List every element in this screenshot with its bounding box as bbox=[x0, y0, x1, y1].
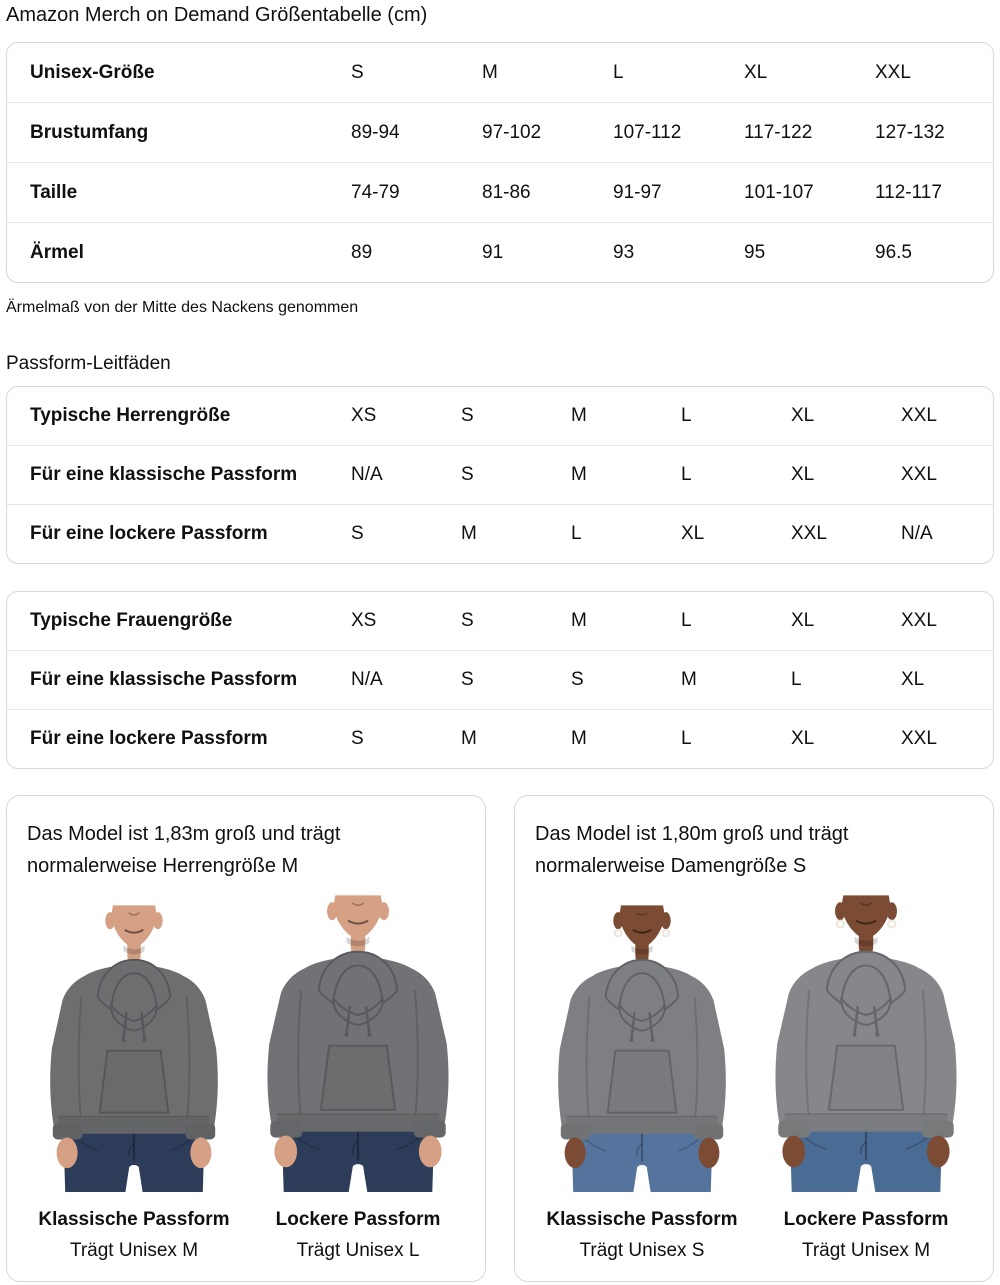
fit-caption-size: Trägt Unisex M bbox=[69, 1240, 199, 1261]
table-row bbox=[7, 103, 993, 163]
loose-fit-photo-block bbox=[759, 890, 973, 1263]
size-cell: L bbox=[613, 61, 624, 83]
model-hoodie bbox=[775, 952, 956, 1138]
table-row bbox=[7, 710, 993, 769]
classic-fit-photo-block bbox=[535, 890, 749, 1263]
model-hoodie bbox=[267, 952, 448, 1138]
row-label: Unisex-Größe bbox=[30, 61, 155, 83]
size-cell: S bbox=[351, 61, 364, 83]
size-cell: 96.5 bbox=[875, 223, 993, 283]
row-label: Typische Herrengröße bbox=[30, 405, 231, 426]
size-cell: 95 bbox=[744, 223, 875, 283]
size-cell: 112-117 bbox=[875, 163, 993, 223]
size-cell: M bbox=[571, 405, 587, 426]
model-jeans bbox=[63, 1127, 204, 1192]
size-cell: S bbox=[461, 446, 571, 505]
model-hoodie bbox=[50, 960, 218, 1140]
size-cell: L bbox=[791, 651, 901, 710]
table-row bbox=[7, 505, 993, 564]
size-cell: L bbox=[681, 610, 692, 631]
size-cell: XXL bbox=[875, 61, 911, 83]
size-cell: XL bbox=[791, 610, 815, 631]
model-jeans bbox=[282, 1125, 435, 1192]
size-cell: S bbox=[351, 710, 461, 769]
size-cell: L bbox=[571, 505, 681, 564]
size-cell: S bbox=[461, 610, 474, 631]
model-jeans bbox=[571, 1127, 712, 1192]
size-cell: M bbox=[461, 710, 571, 769]
size-cell: XXL bbox=[901, 405, 937, 426]
size-cell: 74-79 bbox=[351, 163, 482, 223]
size-cell: 93 bbox=[613, 223, 744, 283]
model-photo-illustration bbox=[535, 890, 749, 1192]
size-cell: S bbox=[571, 651, 681, 710]
model-description: Das Model ist 1,83m groß und trägt normalerweise Herrengröße M bbox=[27, 823, 341, 877]
size-cell: M bbox=[571, 610, 587, 631]
size-cell: M bbox=[571, 446, 681, 505]
size-cell: L bbox=[681, 446, 791, 505]
size-cell: L bbox=[681, 710, 791, 769]
size-cell: M bbox=[681, 651, 791, 710]
size-cell: L bbox=[681, 405, 692, 426]
model-head bbox=[105, 905, 162, 964]
size-cell: M bbox=[461, 505, 571, 564]
size-cell: XXL bbox=[901, 446, 993, 505]
size-cell: M bbox=[571, 710, 681, 769]
size-cell: XS bbox=[351, 610, 377, 631]
size-cell: N/A bbox=[901, 505, 993, 564]
fit-caption-title: Lockere Passform bbox=[275, 1209, 441, 1230]
table-row bbox=[7, 446, 993, 505]
size-cell: S bbox=[461, 405, 474, 426]
size-cell: 101-107 bbox=[744, 163, 875, 223]
fit-guides-heading: Passform-Leitfäden bbox=[6, 353, 171, 374]
mens-fit-table bbox=[6, 386, 994, 564]
fit-caption-size: Trägt Unisex L bbox=[296, 1240, 420, 1261]
size-cell: XL bbox=[791, 446, 901, 505]
page-title: Amazon Merch on Demand Größentabelle (cm) bbox=[6, 4, 428, 26]
loose-fit-photo-block bbox=[251, 890, 465, 1263]
size-cell: XL bbox=[791, 405, 815, 426]
womens-fit-table bbox=[6, 591, 994, 769]
model-cards bbox=[6, 795, 994, 1282]
row-label: Für eine lockere Passform bbox=[7, 505, 351, 564]
unisex-size-table bbox=[6, 42, 994, 283]
womens-model-card bbox=[514, 795, 994, 1282]
row-label: Brustumfang bbox=[7, 103, 351, 163]
size-cell: 107-112 bbox=[613, 103, 744, 163]
size-cell: S bbox=[461, 651, 571, 710]
size-cell: 91-97 bbox=[613, 163, 744, 223]
row-label: Taille bbox=[7, 163, 351, 223]
model-photo-illustration bbox=[759, 890, 973, 1192]
row-label: Für eine klassische Passform bbox=[7, 446, 351, 505]
model-head bbox=[613, 905, 670, 964]
mens-model-card bbox=[6, 795, 486, 1282]
size-cell: XL bbox=[744, 61, 768, 83]
model-description: Das Model ist 1,80m groß und trägt normalerweise Damengröße S bbox=[535, 823, 849, 877]
size-cell: XL bbox=[901, 651, 993, 710]
table-row bbox=[7, 592, 993, 651]
fit-caption-title: Lockere Passform bbox=[783, 1209, 949, 1230]
size-cell: XS bbox=[351, 405, 377, 426]
size-cell: 127-132 bbox=[875, 103, 993, 163]
row-label: Für eine lockere Passform bbox=[7, 710, 351, 769]
fit-caption-size: Trägt Unisex S bbox=[579, 1240, 705, 1261]
model-hoodie bbox=[558, 960, 726, 1140]
fit-caption-title: Klassische Passform bbox=[546, 1209, 738, 1230]
size-cell: 89-94 bbox=[351, 103, 482, 163]
photo-row bbox=[535, 890, 973, 1263]
size-cell: 81-86 bbox=[482, 163, 613, 223]
table-row bbox=[7, 43, 993, 103]
size-cell: 117-122 bbox=[744, 103, 875, 163]
size-cell: M bbox=[482, 61, 498, 83]
size-cell: XXL bbox=[791, 505, 901, 564]
table-row bbox=[7, 223, 993, 283]
model-jeans bbox=[790, 1125, 943, 1192]
size-cell: XL bbox=[681, 505, 791, 564]
size-cell: 97-102 bbox=[482, 103, 613, 163]
size-cell: XXL bbox=[901, 610, 937, 631]
sleeve-measure-note: Ärmelmaß von der Mitte des Nackens genommen bbox=[6, 299, 359, 316]
model-photo-illustration bbox=[251, 890, 465, 1192]
model-head bbox=[835, 895, 897, 956]
row-label: Typische Frauengröße bbox=[30, 610, 233, 631]
size-cell: S bbox=[351, 505, 461, 564]
size-cell: 89 bbox=[351, 223, 482, 283]
fit-caption-size: Trägt Unisex M bbox=[801, 1240, 931, 1261]
fit-caption-title: Klassische Passform bbox=[38, 1209, 230, 1230]
size-cell: N/A bbox=[351, 651, 461, 710]
photo-row bbox=[27, 890, 465, 1263]
row-label: Ärmel bbox=[7, 223, 351, 283]
table-row bbox=[7, 163, 993, 223]
classic-fit-photo-block bbox=[27, 890, 241, 1263]
size-cell: XL bbox=[791, 710, 901, 769]
model-photo-illustration bbox=[27, 890, 241, 1192]
table-row bbox=[7, 651, 993, 710]
size-cell: N/A bbox=[351, 446, 461, 505]
size-cell: XXL bbox=[901, 710, 993, 769]
size-cell: 91 bbox=[482, 223, 613, 283]
table-row bbox=[7, 387, 993, 446]
model-head bbox=[327, 895, 389, 956]
row-label: Für eine klassische Passform bbox=[7, 651, 351, 710]
